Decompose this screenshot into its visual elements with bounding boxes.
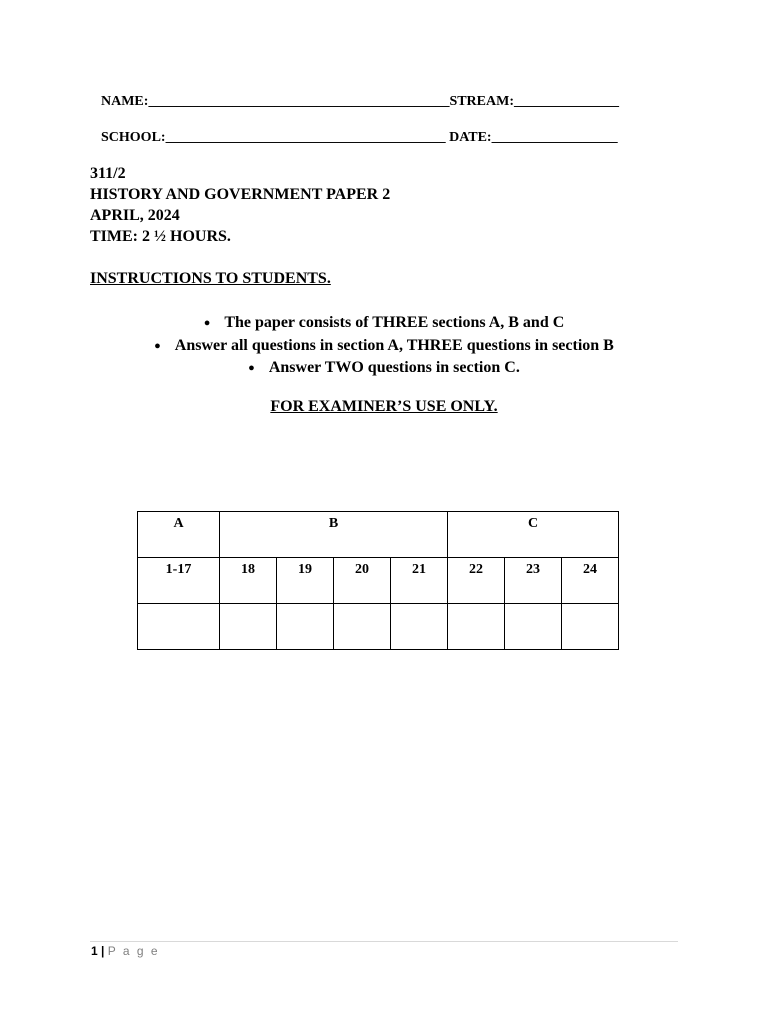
instruction-item: ● Answer all questions in section A, THREE questions in section B (154, 336, 614, 354)
score-cell[interactable] (505, 604, 562, 650)
examiner-heading: FOR EXAMINER’S USE ONLY. (270, 398, 498, 415)
footer-divider (90, 941, 678, 942)
instructions-heading: INSTRUCTIONS TO STUDENTS. (90, 270, 331, 287)
stream-blank[interactable]: _______________ (514, 94, 619, 109)
section-row (138, 512, 619, 558)
instruction-item: ● The paper consists of THREE sections A, B and C (203, 314, 565, 331)
question-row (138, 558, 619, 604)
bullet-icon: ● (203, 317, 211, 329)
school-field (101, 130, 618, 146)
bullet-icon: ● (154, 339, 161, 352)
score-cell[interactable] (448, 604, 505, 650)
date-blank[interactable]: __________________ (491, 130, 618, 145)
question-cell: 20 (334, 558, 391, 604)
section-cell-c: C (448, 512, 619, 558)
question-cell: 22 (448, 558, 505, 604)
score-cell[interactable] (220, 604, 277, 650)
score-cell[interactable] (277, 604, 334, 650)
bullet-icon: ● (248, 362, 255, 374)
section-cell-a: A (138, 512, 220, 558)
name-field (101, 94, 619, 110)
question-cell: 21 (391, 558, 448, 604)
stream-label: STREAM: (449, 94, 514, 109)
page-footer (91, 944, 160, 958)
score-cell[interactable] (391, 604, 448, 650)
name-label: NAME: (101, 94, 149, 109)
section-cell-b: B (220, 512, 448, 558)
question-cell: 18 (220, 558, 277, 604)
name-blank[interactable]: ___________________________________________ (148, 94, 450, 109)
question-cell: 1-17 (138, 558, 220, 604)
score-cell[interactable] (334, 604, 391, 650)
instructions-list (0, 312, 768, 380)
page-number: 1 (91, 944, 98, 958)
paper-time: TIME: 2 ½ HOURS. (90, 228, 231, 245)
date-label: DATE: (449, 130, 492, 145)
question-cell: 24 (562, 558, 619, 604)
page-label: P a g e (107, 944, 160, 958)
score-cell[interactable] (138, 604, 220, 650)
footer-separator: | (101, 944, 105, 958)
school-blank[interactable]: ________________________________________ (165, 130, 446, 145)
paper-title: HISTORY AND GOVERNMENT PAPER 2 (90, 186, 391, 203)
score-row (138, 604, 619, 650)
examiner-table (137, 511, 619, 650)
instruction-item: ● Answer TWO questions in section C. (248, 359, 520, 376)
paper-date: APRIL, 2024 (90, 207, 180, 224)
question-cell: 19 (277, 558, 334, 604)
paper-code: 311/2 (90, 165, 126, 182)
question-cell: 23 (505, 558, 562, 604)
score-cell[interactable] (562, 604, 619, 650)
school-label: SCHOOL: (101, 130, 166, 145)
